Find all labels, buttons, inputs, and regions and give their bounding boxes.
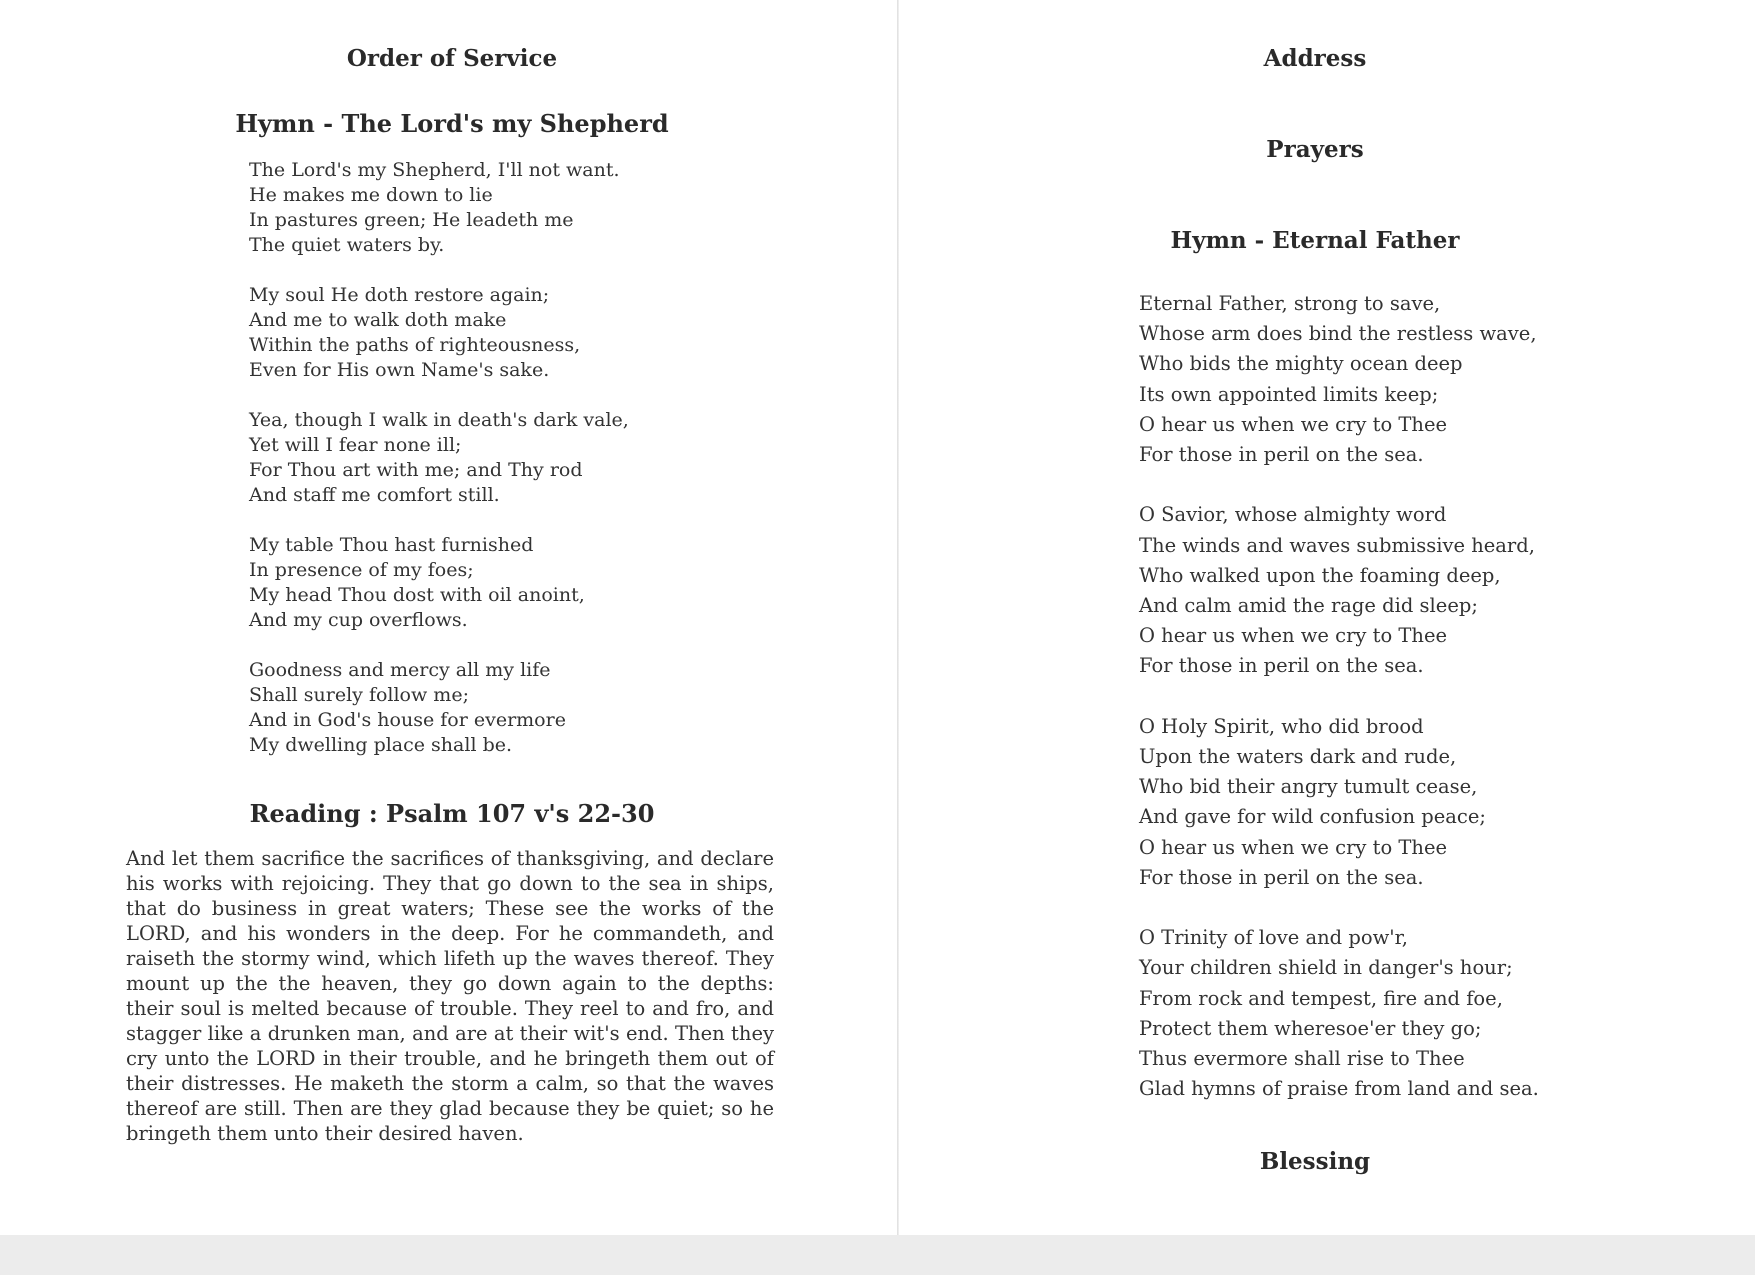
verse-line: For those in peril on the sea. (1139, 865, 1424, 889)
verse-line: My soul He doth restore again; (249, 284, 550, 306)
verse-line: O hear us when we cry to Thee (1139, 835, 1448, 859)
prayers-title: Prayers (1266, 136, 1364, 163)
verse-line: Yet will I fear none ill; (249, 434, 462, 456)
verse-line: Upon the waters dark and rude, (1139, 745, 1457, 769)
verse-line: Its own appointed limits keep; (1139, 382, 1439, 406)
verse-line: Who walked upon the foaming deep, (1139, 563, 1501, 587)
verse-line: Glad hymns of praise from land and sea. (1139, 1077, 1539, 1101)
order-of-service-title: Order of Service (346, 45, 558, 72)
verse-line: My table Thou hast furnished (249, 534, 534, 556)
verse-line: The winds and waves submissive heard, (1139, 533, 1535, 557)
verse-line: Eternal Father, strong to save, (1139, 292, 1441, 315)
verse-line: Protect them wheresoe'er they go; (1139, 1016, 1482, 1040)
verse-line: And gave for wild confusion peace; (1139, 805, 1486, 829)
verse-line: My dwelling place shall be. (249, 734, 513, 756)
hymn-lords-shepherd-title: Hymn - The Lord's my Shepherd (235, 109, 669, 138)
verse-line: And in God's house for evermore (249, 709, 566, 731)
hymn1-verse-4 (249, 533, 629, 633)
verse-line: In pastures green; He leadeth me (249, 209, 574, 231)
hymn2-verse-2 (1139, 500, 1539, 681)
verse-line: For those in peril on the sea. (1139, 443, 1424, 467)
hymn2-verse-1 (1139, 289, 1539, 470)
hymn-eternal-father-title: Hymn - Eternal Father (1170, 227, 1460, 254)
page-fold (897, 0, 899, 1235)
verse-line: O Savior, whose almighty word (1139, 503, 1447, 527)
hymn1-verse-2 (249, 283, 629, 383)
verse-line: The Lord's my Shepherd, I'll not want. (249, 159, 620, 181)
verse-line: He makes me down to lie (249, 184, 493, 206)
hymn-eternal-father-verses (1139, 289, 1539, 1135)
verse-line: Yea, though I walk in death's dark vale, (249, 409, 629, 431)
hymn1-verse-5 (249, 658, 629, 758)
verse-line: Who bids the mighty ocean deep (1139, 352, 1463, 376)
verse-line: From rock and tempest, fire and foe, (1139, 986, 1503, 1010)
hymn1-verse-3 (249, 408, 629, 508)
verse-line: And calm amid the rage did sleep; (1139, 594, 1478, 618)
left-page (0, 0, 897, 1235)
verse-line: For Thou art with me; and Thy rod (249, 459, 583, 481)
verse-line: Within the paths of righteousness, (249, 334, 581, 356)
verse-line: The quiet waters by. (249, 234, 445, 256)
verse-line: In presence of my foes; (249, 559, 474, 581)
verse-line: Shall surely follow me; (249, 684, 469, 706)
verse-line: O hear us when we cry to Thee (1139, 412, 1448, 436)
verse-line: For those in peril on the sea. (1139, 654, 1424, 678)
verse-line: Goodness and mercy all my life (249, 659, 551, 681)
verse-line: Whose arm does bind the restless wave, (1139, 322, 1537, 346)
blessing-title: Blessing (1259, 1148, 1371, 1175)
hymn2-verse-4 (1139, 923, 1539, 1104)
verse-line: O Trinity of love and pow'r, (1139, 926, 1409, 950)
hymn2-verse-3 (1139, 712, 1539, 893)
verse-line: My head Thou dost with oil anoint, (249, 584, 585, 606)
verse-line: O Holy Spirit, who did brood (1139, 714, 1424, 738)
reading-text: And let them sacrifice the sacrifices of thanksgiving, and declare his works with rejoicing. They that go down to the sea in ships, that do business in great waters; These see the works of the LORD, and his wonders in the deep. For he commandeth, and raiseth the stormy wind, which lifeth up the waves thereof. They mount up the the heaven, they go down again to the depths: their soul is melted because of trouble. They reel to and fro, and stagger like a drunken man, and are at their wit's end. Then they cry unto the LORD in their trouble, and he bringeth them out of their distresses. He maketh the storm a calm, so that the waves thereof are still. Then are they glad because they be quiet; so he bringeth them unto their desired haven. (126, 847, 774, 1145)
hymn1-verse-1 (249, 158, 629, 258)
verse-line: Who bid their angry tumult cease, (1139, 775, 1478, 799)
verse-line: Even for His own Name's sake. (249, 359, 550, 381)
right-page (900, 0, 1755, 1235)
verse-line: And my cup overflows. (249, 609, 468, 631)
verse-line: And me to walk doth make (249, 309, 507, 331)
address-title: Address (1263, 45, 1367, 72)
reading-title: Reading : Psalm 107 v's 22-30 (249, 799, 655, 828)
verse-line: O hear us when we cry to Thee (1139, 624, 1448, 648)
verse-line: Your children shield in danger's hour; (1139, 956, 1513, 980)
verse-line: And staff me comfort still. (249, 484, 500, 506)
hymn-lords-shepherd-verses (249, 158, 629, 783)
verse-line: Thus evermore shall rise to Thee (1139, 1047, 1465, 1071)
